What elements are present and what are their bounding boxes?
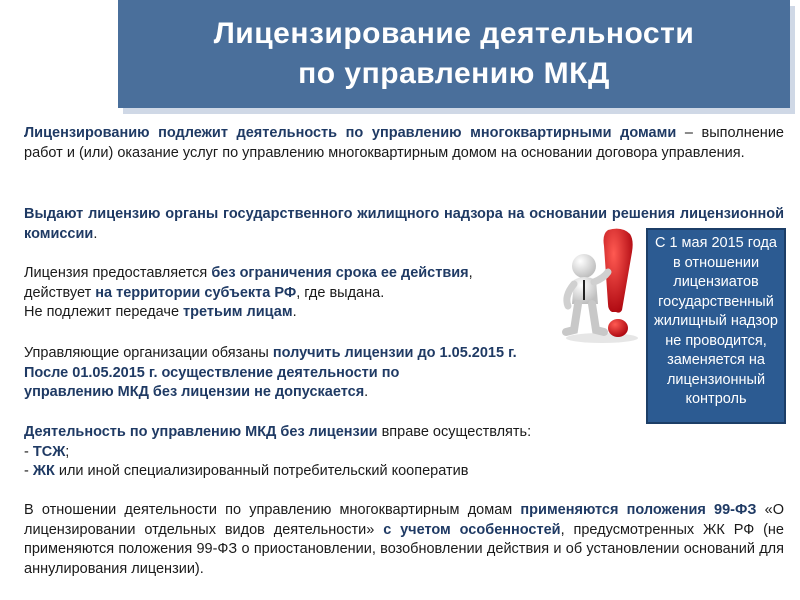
p4-t1: Управляющие организации обязаны <box>24 345 273 361</box>
p5-b3: ЖК <box>32 463 55 479</box>
paragraph-exceptions <box>24 423 624 482</box>
p5-t2: - <box>24 443 33 460</box>
p3-t6: . <box>292 304 297 320</box>
p3-t5: Не подлежит передаче <box>24 304 184 320</box>
p1-text: – выполнение работ и (или) оказание услуг по управлению многоквартирным домом на основании договора управления. <box>24 125 784 161</box>
p5-b1: Деятельность по управлению МКД без лицензии <box>24 424 378 440</box>
slide-title <box>118 0 790 108</box>
title-line-2: по управлению МКД <box>298 57 610 90</box>
p3-t2: , <box>468 265 473 281</box>
paragraph-license-terms <box>24 264 554 323</box>
paragraph-obligation <box>24 344 604 403</box>
p4-b1: получить лицензии до 1.05.2015 г. <box>272 345 517 361</box>
p5-t1: вправе осуществлять: <box>377 424 532 440</box>
p4-b3: управлению МКД без лицензии не допускается <box>24 384 365 400</box>
p5-line-3 <box>24 462 624 482</box>
p5-b2: ТСЖ <box>32 443 66 460</box>
p5-t4: - <box>24 463 33 479</box>
p6-t2: «О лицензировании отдельных видов деятельности» <box>24 502 784 538</box>
p1-bold: Лицензированию подлежит деятельность по управлению многоквартирными домами <box>24 125 677 141</box>
p4-line-2: После 01.05.2015 г. осуществление деятельности по <box>24 364 400 381</box>
person-with-exclamation-icon <box>556 226 644 346</box>
p3-t1: Лицензия предоставляется <box>24 265 212 281</box>
callout-text: С 1 мая 2015 года в отношении лицензиатов государственный жилищный надзор не проводится, заменяется на лицензионный контроль <box>654 235 778 407</box>
p6-t3: , предусмотренных ЖК РФ (не применяются положения 99-ФЗ о приостановлении, возобновлении действия и об установлении оснований для аннулирования лицензии). <box>24 521 784 577</box>
p6-b2: с учетом особенностей <box>383 521 561 538</box>
paragraph-99fz <box>24 501 784 579</box>
p3-line-1 <box>24 264 554 284</box>
p5-line-1 <box>24 423 624 443</box>
paragraph-licensing-subject <box>24 124 784 163</box>
title-line-1: Лицензирование деятельности <box>213 17 695 50</box>
p6-b1: применяются положения 99-ФЗ <box>520 502 757 518</box>
p4-t2: . <box>364 384 369 400</box>
p2-text: . <box>93 225 98 242</box>
p4-line-3 <box>24 383 604 403</box>
p3-b2: на территории субъекта РФ <box>95 284 297 301</box>
p5-line-2 <box>24 443 624 463</box>
p4-line-1 <box>24 344 604 364</box>
p3-line-2 <box>24 284 554 304</box>
p3-b3: третьим лицам <box>183 304 293 320</box>
p3-t3: действует <box>24 284 96 301</box>
p5-t3: ; <box>65 443 70 460</box>
p3-line-3 <box>24 303 554 323</box>
p6-t1: В отношении деятельности по управлению многоквартирным домам <box>24 502 521 518</box>
p3-b1: без ограничения срока ее действия <box>211 265 469 281</box>
p3-t4: , где выдана. <box>296 284 385 301</box>
callout-may-2015 <box>646 228 786 424</box>
p2-bold: Выдают лицензию органы государственного жилищного надзора на основании решения лицензионной комиссии <box>24 206 784 242</box>
p5-t5: или иной специализированный потребительский кооператив <box>54 463 469 479</box>
